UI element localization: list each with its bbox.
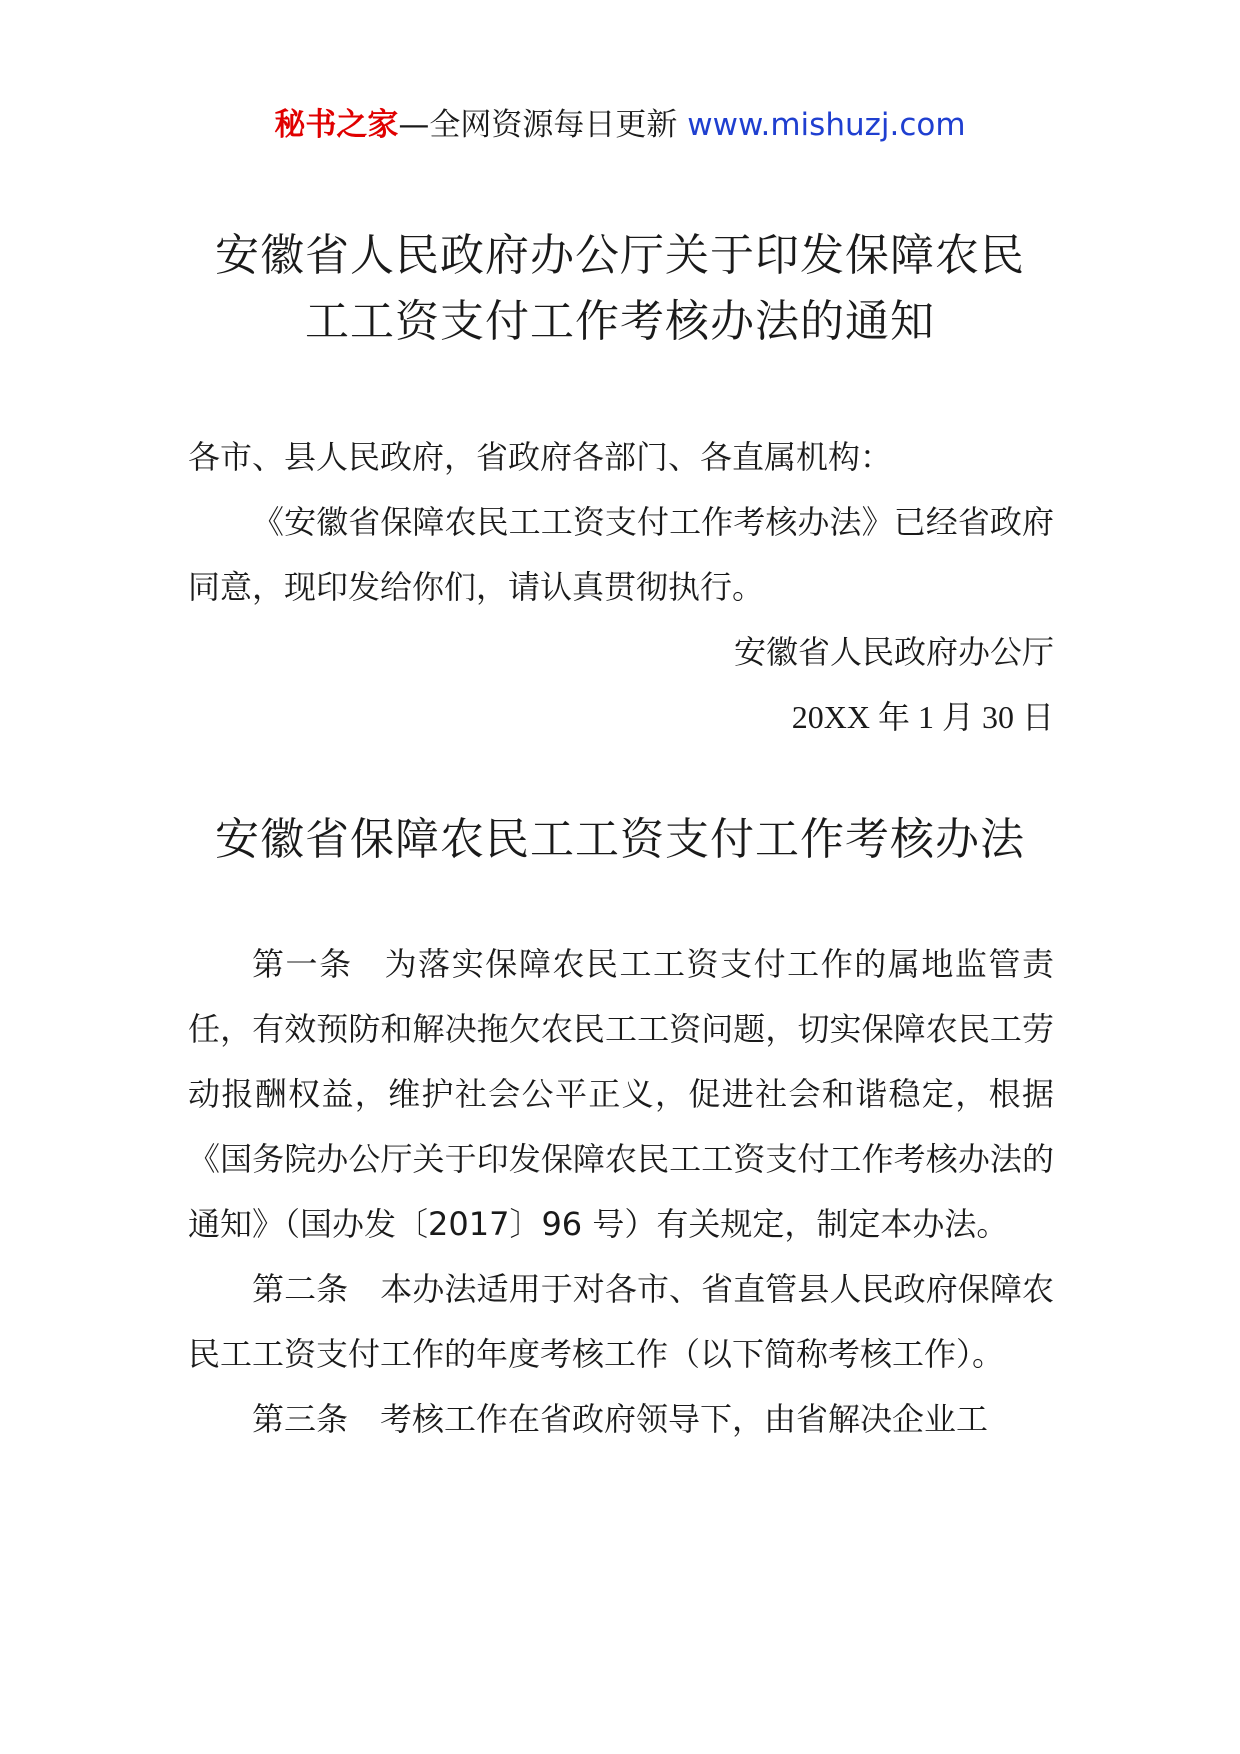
notice-date: 20XX 年 1 月 30 日 bbox=[791, 699, 1054, 735]
notice-paragraph: 《安徽省保障农民工工资支付工作考核办法》已经省政府同意，现印发给你们，请认真贯彻执行。 bbox=[188, 503, 1054, 606]
notice-body bbox=[188, 425, 1054, 620]
measures-articles bbox=[188, 932, 1054, 1452]
article-1-text: 为落实保障农民工工资支付工作的属地监管责任，有效预防和解决拖欠农民工工资问题，切实保障农民工劳动报酬权益，维护社会公平正义，促进社会和谐稳定，根据《国务院办公厅关于印发保障农民工工资支付工作考核办法的通知》（国办发〔2017〕96 号）有关规定，制定本办法。 bbox=[188, 945, 1054, 1243]
article-1-number: 第一条 bbox=[252, 945, 353, 983]
notice-salutation: 各市、县人民政府，省政府各部门、各直属机构： bbox=[188, 438, 893, 476]
notice-title-line-2: 工工资支付工作考核办法的通知 bbox=[305, 296, 935, 347]
site-header bbox=[0, 100, 1240, 150]
article-2 bbox=[188, 1257, 1054, 1387]
article-3-text: 考核工作在省政府领导下，由省解决企业工 bbox=[380, 1400, 989, 1438]
notice-title bbox=[150, 223, 1090, 355]
article-3-number: 第三条 bbox=[252, 1400, 349, 1438]
notice-issuer: 安徽省人民政府办公厅 bbox=[733, 633, 1054, 671]
site-tagline: —全网资源每日更新 bbox=[398, 107, 688, 143]
measures-title: 安徽省保障农民工工资支付工作考核办法 bbox=[215, 814, 1025, 865]
article-2-number: 第二条 bbox=[252, 1270, 349, 1308]
site-brand: 秘书之家 bbox=[274, 107, 399, 143]
article-3 bbox=[188, 1387, 1054, 1452]
notice-title-line-1: 安徽省人民政府办公厅关于印发保障农民 bbox=[215, 230, 1025, 281]
article-2-text: 本办法适用于对各市、省直管县人民政府保障农民工工资支付工作的年度考核工作（以下简称考核工作）。 bbox=[188, 1270, 1054, 1373]
article-1 bbox=[188, 932, 1054, 1257]
site-url-link[interactable]: www.mishuzj.com bbox=[687, 107, 966, 143]
